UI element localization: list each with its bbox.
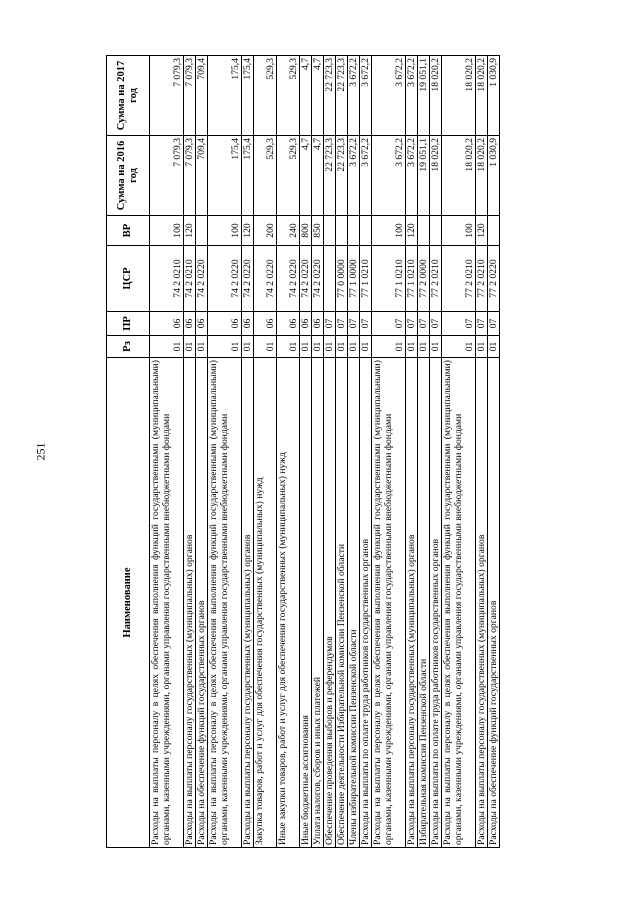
row-sum-2017: 19 051,1 [418,56,430,136]
table-row [360,56,372,848]
row-name: Уплата налогов, сборов и иных платежей [312,358,324,848]
row-name: Закупка товаров, работ и услуг для обеспечения государственных (муниципальных) нужд [254,358,277,848]
row-sum-2017: 3 672,2 [406,56,418,136]
table-row [406,56,418,848]
row-name: Расходы на обеспечение функций государственных органов [196,358,208,848]
row-sum-2017: 3 672,2 [360,56,372,136]
row-rz: 01 [208,336,242,358]
row-pr: 07 [418,312,430,336]
row-csr: 74 2 0220 [208,246,242,312]
row-pr: 07 [476,312,488,336]
row-csr: 77 2 0000 [418,246,430,312]
row-rz: 01 [372,336,406,358]
row-sum-2016: 709,4 [196,136,208,216]
row-sum-2016: 22 723,3 [336,136,348,216]
row-csr: 77 1 0000 [348,246,360,312]
row-name: Расходы на выплаты персоналу в целях обеспечения выполнения функций государственными (муниципальными) органами, казенными учреждениями, органами управления государственными внебюджетными фондами [372,358,406,848]
row-name: Расходы на выплаты персоналу в целях обеспечения выполнения функций государственными (муниципальными) органами, казенными учреждениями, органами управления государственными внебюджетными фондами [208,358,242,848]
row-sum-2016: 175,4 [242,136,254,216]
row-csr [324,246,336,312]
table-row [312,56,324,848]
row-pr: 06 [184,312,196,336]
row-name: Расходы на выплаты персоналу в целях обеспечения выполнения функций государственными (муниципальными) органами, казенными учреждениями, органами управления государственными внебюджетными фондами [442,358,476,848]
header-rz: Рз [107,336,150,358]
row-sum-2016: 1 030,9 [488,136,500,216]
table-row [430,56,442,848]
row-name: Иные закупки товаров, работ и услуг для обеспечения государственных (муниципальных) нужд [277,358,300,848]
row-rz: 01 [277,336,300,358]
row-pr: 06 [208,312,242,336]
row-vr [430,216,442,246]
table-row [442,56,476,848]
row-sum-2017: 18 020,2 [442,56,476,136]
table-row [300,56,312,848]
table-row [488,56,500,848]
row-sum-2016: 3 672,2 [360,136,372,216]
row-sum-2017: 7 079,3 [184,56,196,136]
row-sum-2017: 529,3 [277,56,300,136]
row-csr: 74 2 0210 [150,246,184,312]
row-sum-2016: 4,7 [300,136,312,216]
row-vr: 850 [312,216,324,246]
row-sum-2016: 175,4 [208,136,242,216]
row-rz: 01 [418,336,430,358]
row-name: Члены избирательной комиссии Пензенской области [348,358,360,848]
row-name: Расходы на выплаты по оплате труда работников государственных органов [430,358,442,848]
table-row [184,56,196,848]
row-vr: 120 [242,216,254,246]
header-pr: ПР [107,312,150,336]
table-row [336,56,348,848]
table-row [150,56,184,848]
row-sum-2016: 3 672,2 [348,136,360,216]
row-pr: 07 [372,312,406,336]
row-csr: 77 2 0220 [488,246,500,312]
row-pr: 07 [442,312,476,336]
row-vr: 200 [254,216,277,246]
row-name: Расходы на выплаты персоналу государственных (муниципальных) органов [406,358,418,848]
row-name: Расходы на выплаты персоналу государственных (муниципальных) органов [184,358,196,848]
row-csr: 74 2 0210 [184,246,196,312]
row-pr: 06 [150,312,184,336]
row-sum-2016: 18 020,2 [442,136,476,216]
row-sum-2016: 4,7 [312,136,324,216]
row-vr: 120 [184,216,196,246]
row-csr: 77 2 0210 [430,246,442,312]
table-row [348,56,360,848]
row-vr [488,216,500,246]
row-name: Расходы на выплаты персоналу государственных (муниципальных) органов [476,358,488,848]
header-vr: ВР [107,216,150,246]
row-sum-2016: 18 020,2 [476,136,488,216]
row-rz: 01 [254,336,277,358]
row-csr: 74 2 0220 [242,246,254,312]
row-name: Расходы на выплаты по оплате труда работников государственных органов [360,358,372,848]
row-sum-2017: 22 723,3 [324,56,336,136]
row-sum-2016: 529,3 [277,136,300,216]
row-rz: 01 [336,336,348,358]
row-vr [336,216,348,246]
row-sum-2017: 4,7 [300,56,312,136]
table-row [277,56,300,848]
row-rz: 01 [430,336,442,358]
table-row [324,56,336,848]
row-pr: 07 [360,312,372,336]
row-rz: 01 [406,336,418,358]
row-vr: 240 [277,216,300,246]
row-name: Избирательная комиссия Пензенской области [418,358,430,848]
row-sum-2017: 18 020,2 [430,56,442,136]
table-row [196,56,208,848]
row-rz: 01 [442,336,476,358]
table-row [418,56,430,848]
row-csr: 74 2 0220 [254,246,277,312]
table-row [476,56,488,848]
row-pr: 06 [312,312,324,336]
row-sum-2016: 7 079,3 [150,136,184,216]
row-pr: 07 [324,312,336,336]
row-vr [196,216,208,246]
row-rz: 01 [488,336,500,358]
row-rz: 01 [476,336,488,358]
row-csr: 77 1 0210 [406,246,418,312]
row-sum-2016: 529,3 [254,136,277,216]
row-sum-2016: 3 672,2 [406,136,418,216]
row-csr: 77 1 0210 [360,246,372,312]
row-rz: 01 [360,336,372,358]
row-sum-2017: 529,3 [254,56,277,136]
table-header-row [107,56,150,848]
row-sum-2017: 175,4 [208,56,242,136]
row-vr [360,216,372,246]
row-csr: 74 2 0220 [312,246,324,312]
row-sum-2017: 3 672,2 [372,56,406,136]
row-csr: 74 2 0220 [196,246,208,312]
row-pr: 06 [277,312,300,336]
row-name: Расходы на обеспечение функций государственных органов [488,358,500,848]
rotated-page-content [106,56,587,848]
row-pr: 06 [254,312,277,336]
row-sum-2016: 7 079,3 [184,136,196,216]
header-sum-2017: Сумма на 2017 год [107,56,150,136]
row-name: Обеспечение деятельности Избирательной комиссии Пензенской области [336,358,348,848]
header-sum-2016: Сумма на 2016 год [107,136,150,216]
row-sum-2017: 1 030,9 [488,56,500,136]
row-vr [348,216,360,246]
row-pr: 07 [348,312,360,336]
table-row [208,56,242,848]
row-sum-2017: 175,4 [242,56,254,136]
row-pr: 07 [488,312,500,336]
row-csr: 77 2 0210 [442,246,476,312]
row-rz: 01 [184,336,196,358]
row-sum-2017: 7 079,3 [150,56,184,136]
row-rz: 01 [196,336,208,358]
row-vr: 100 [442,216,476,246]
row-rz: 01 [150,336,184,358]
row-vr: 100 [150,216,184,246]
row-rz: 01 [242,336,254,358]
row-pr: 06 [196,312,208,336]
header-csr: ЦСР [107,246,150,312]
row-vr: 120 [406,216,418,246]
row-sum-2016: 3 672,2 [372,136,406,216]
row-rz: 01 [348,336,360,358]
row-csr: 74 2 0220 [300,246,312,312]
row-vr [418,216,430,246]
row-name: Расходы на выплаты персоналу государственных (муниципальных) органов [242,358,254,848]
row-sum-2017: 4,7 [312,56,324,136]
row-csr: 77 2 0210 [476,246,488,312]
table-row [254,56,277,848]
row-pr: 06 [300,312,312,336]
row-vr: 120 [476,216,488,246]
table-row [242,56,254,848]
budget-table [106,55,500,848]
row-sum-2017: 22 723,3 [336,56,348,136]
row-pr: 07 [406,312,418,336]
row-vr: 100 [208,216,242,246]
row-vr: 100 [372,216,406,246]
table-row [372,56,406,848]
row-rz: 01 [324,336,336,358]
row-csr: 74 2 0220 [277,246,300,312]
row-sum-2017: 18 020,2 [476,56,488,136]
row-name: Расходы на выплаты персоналу в целях обеспечения выполнения функций государственными (муниципальными) органами, казенными учреждениями, органами управления государственными внебюджетными фондами [150,358,184,848]
row-pr: 06 [242,312,254,336]
row-pr: 07 [430,312,442,336]
row-rz: 01 [300,336,312,358]
row-sum-2016: 22 723,3 [324,136,336,216]
row-vr: 800 [300,216,312,246]
row-sum-2017: 3 672,2 [348,56,360,136]
row-csr: 77 1 0210 [372,246,406,312]
row-name: Иные бюджетные ассигнования [300,358,312,848]
row-csr: 77 0 0000 [336,246,348,312]
header-name: Наименование [107,358,150,848]
row-pr: 07 [336,312,348,336]
page-number: 251 [33,442,48,461]
row-sum-2016: 18 020,2 [430,136,442,216]
row-sum-2017: 709,4 [196,56,208,136]
row-rz: 01 [312,336,324,358]
row-vr [324,216,336,246]
row-sum-2016: 19 051,1 [418,136,430,216]
row-name: Обеспечение проведения выборов и референдумов [324,358,336,848]
